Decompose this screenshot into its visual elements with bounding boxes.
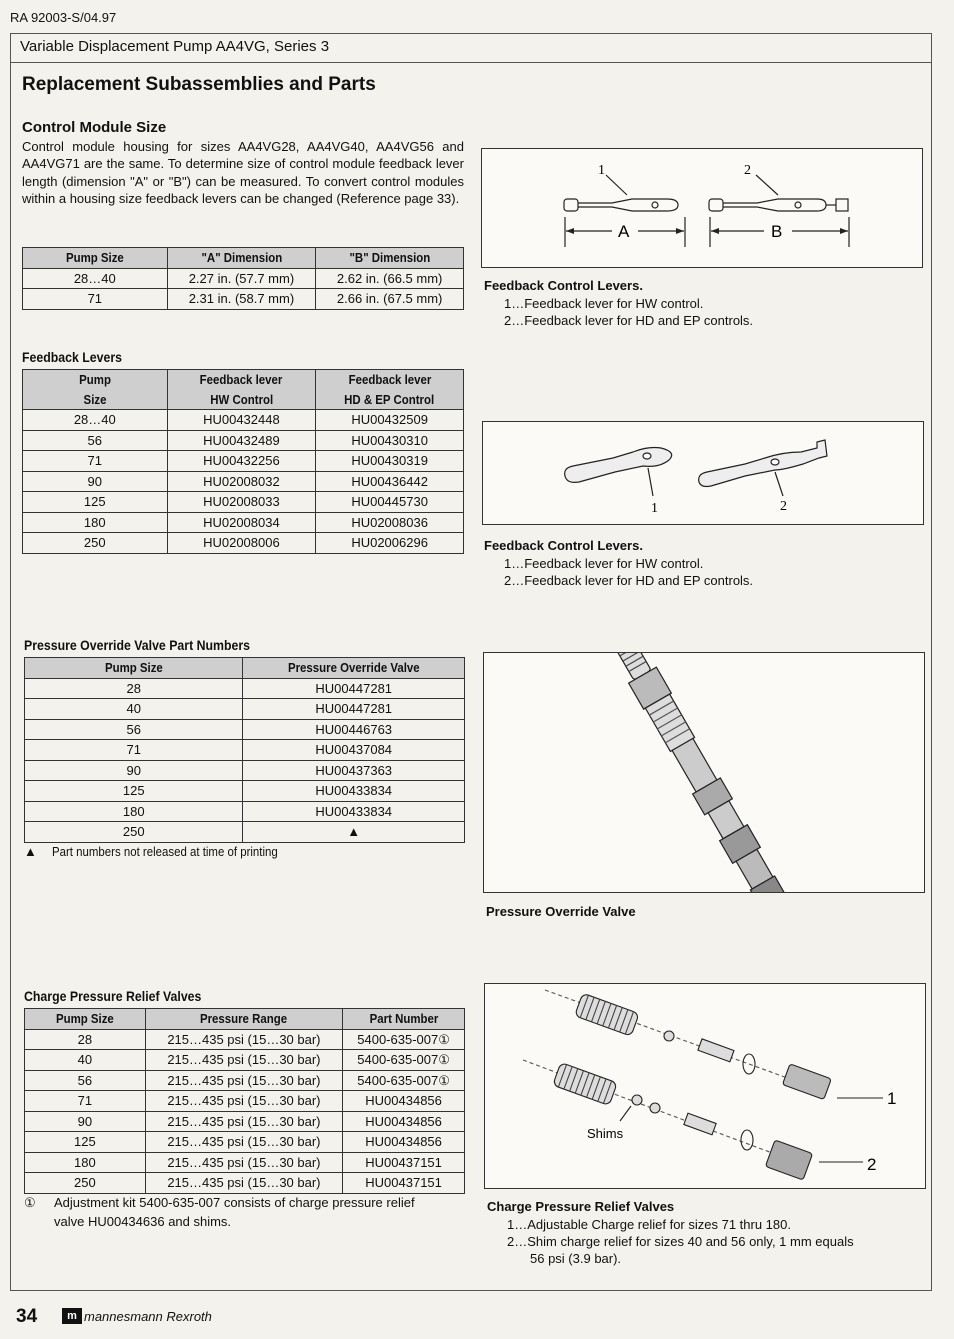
table-cell: HU00432448 <box>167 410 316 431</box>
charge-relief-valves-drawing <box>485 984 925 1188</box>
table-cell: 250 <box>25 822 243 843</box>
shims-label: Shims <box>587 1126 624 1141</box>
table-cell: HU00437151 <box>343 1152 465 1173</box>
table-cell: HU00432509 <box>316 410 464 431</box>
figure-caption: Feedback Control Levers. <box>484 538 643 553</box>
table-row <box>25 1173 465 1194</box>
table-cell: 40 <box>25 699 243 720</box>
pressure-override-valve-drawing <box>484 653 924 892</box>
figure-item-2-continued: 56 psi (3.9 bar). <box>530 1251 622 1266</box>
table-cell: 28 <box>25 678 243 699</box>
document-reference: RA 92003-S/04.97 <box>10 10 117 25</box>
table-row <box>23 430 464 451</box>
note-text: Part numbers not released at time of printing <box>52 844 278 859</box>
table-cell: 28…40 <box>23 410 168 431</box>
table-cell: HU02008006 <box>167 533 316 554</box>
figure-item-1: 1…Adjustable Charge relief for sizes 71 thru 180. <box>507 1217 791 1232</box>
table-cell: 71 <box>25 740 243 761</box>
control-module-text: Control module housing for sizes AA4VG28, AA4VG40, AA4VG56 and AA4VG71 are the same. To determine size of control module feedback lever length (dimension "A" or "B") can be measured. To convert control modules within a housing size feedback levers can be changed (Reference page 33). <box>22 139 464 207</box>
table-cell: HU00437363 <box>243 760 465 781</box>
pressure-override-note <box>24 842 309 861</box>
table-cell: HU00446763 <box>243 719 465 740</box>
page-number: 34 <box>16 1306 38 1327</box>
table-row <box>23 268 464 289</box>
callout-2: 2 <box>780 499 787 514</box>
table-cell: 2.31 in. (58.7 mm) <box>167 289 316 310</box>
table-cell: 2.66 in. (67.5 mm) <box>316 289 464 310</box>
charge-relief-note <box>24 1193 464 1231</box>
feedback-lever-drawing <box>483 422 923 524</box>
table-cell: 215…435 psi (15…30 bar) <box>145 1091 342 1112</box>
table-header: "B" Dimension <box>316 248 464 269</box>
table-row <box>23 512 464 533</box>
table-cell: 5400-635-007① <box>343 1029 465 1050</box>
table-cell: HU00433834 <box>243 801 465 822</box>
table-cell: 215…435 psi (15…30 bar) <box>145 1050 342 1071</box>
table-row <box>25 1091 465 1112</box>
table-row <box>25 1152 465 1173</box>
table-header: Pump Size <box>25 658 243 679</box>
table-cell: HU00432256 <box>167 451 316 472</box>
figure-item-1: 1…Feedback lever for HW control. <box>504 556 704 571</box>
table-cell: 215…435 psi (15…30 bar) <box>145 1111 342 1132</box>
table-cell: 180 <box>23 512 168 533</box>
table-row <box>23 289 464 310</box>
table-cell: 2.62 in. (66.5 mm) <box>316 268 464 289</box>
feedback-lever-dimension-figure <box>481 148 923 268</box>
table-cell: HU00436442 <box>316 471 464 492</box>
table-cell: 125 <box>25 1132 146 1153</box>
table-row <box>25 1050 465 1071</box>
table-cell: HU00445730 <box>316 492 464 513</box>
table-row <box>25 678 465 699</box>
table-row <box>25 1132 465 1153</box>
figure-item-2: 2…Shim charge relief for sizes 40 and 56 only, 1 mm equals <box>507 1234 854 1249</box>
table-header: HW Control <box>167 390 316 410</box>
table-header: Pressure Range <box>145 1009 342 1030</box>
table-header: Pump Size <box>25 1009 146 1030</box>
table-header: Size <box>23 390 168 410</box>
table-cell: HU02008034 <box>167 512 316 533</box>
note-symbol: ▲ <box>24 844 37 859</box>
feedback-levers-heading: Feedback Levers <box>22 349 122 365</box>
table-cell: HU00430319 <box>316 451 464 472</box>
figure-item-2: 2…Feedback lever for HD and EP controls. <box>504 573 754 588</box>
table-row <box>25 1029 465 1050</box>
table-cell: 5400-635-007① <box>343 1070 465 1091</box>
table-row <box>25 699 465 720</box>
table-cell: HU02006296 <box>316 533 464 554</box>
table-header: Pressure Override Valve <box>243 658 465 679</box>
table-cell: 56 <box>25 719 243 740</box>
dimension-a-label: A <box>618 222 630 241</box>
feedback-levers-table <box>22 369 464 554</box>
table-row <box>23 451 464 472</box>
table-cell: 125 <box>25 781 243 802</box>
table-cell: 5400-635-007① <box>343 1050 465 1071</box>
table-cell: HU00430310 <box>316 430 464 451</box>
table-header: "A" Dimension <box>167 248 316 269</box>
table-cell: HU00437151 <box>343 1173 465 1194</box>
table-cell: 40 <box>25 1050 146 1071</box>
table-cell: 180 <box>25 1152 146 1173</box>
figure-caption: Charge Pressure Relief Valves <box>487 1199 675 1214</box>
dimension-b-label: B <box>771 222 783 241</box>
table-cell: HU00433834 <box>243 781 465 802</box>
table-cell: 90 <box>25 1111 146 1132</box>
callout-1: 1 <box>598 163 605 178</box>
brand-name: mannesmann Rexroth <box>84 1308 212 1324</box>
table-cell: 56 <box>25 1070 146 1091</box>
table-header: Feedback lever <box>167 370 316 390</box>
figure-caption: Pressure Override Valve <box>486 904 636 919</box>
note-text: valve HU00434636 and shims. <box>54 1214 232 1229</box>
logo-mark: m <box>62 1308 82 1324</box>
figure-item-1: 1…Feedback lever for HW control. <box>504 296 704 311</box>
control-module-heading: Control Module Size <box>22 119 167 136</box>
table-header: Pump <box>23 370 168 390</box>
table-cell: 250 <box>23 533 168 554</box>
callout-2: 2 <box>744 163 751 178</box>
table-row <box>25 719 465 740</box>
table-cell: HU02008032 <box>167 471 316 492</box>
table-row <box>23 533 464 554</box>
table-header: Feedback lever <box>316 370 464 390</box>
table-cell: 56 <box>23 430 168 451</box>
table-cell: ▲ <box>243 822 465 843</box>
table-cell: HU00434856 <box>343 1132 465 1153</box>
table-cell: 215…435 psi (15…30 bar) <box>145 1029 342 1050</box>
figure-item-2: 2…Feedback lever for HD and EP controls. <box>504 313 754 328</box>
callout-1: 1 <box>887 1089 897 1108</box>
pressure-override-heading: Pressure Override Valve Part Numbers <box>24 637 250 653</box>
table-cell: 250 <box>25 1173 146 1194</box>
table-cell: HU00447281 <box>243 678 465 699</box>
note-text: Adjustment kit 5400-635-007 consists of charge pressure relief <box>54 1195 415 1210</box>
charge-relief-table <box>24 1008 465 1194</box>
table-row <box>23 410 464 431</box>
charge-relief-valves-figure <box>484 983 926 1189</box>
table-cell: 215…435 psi (15…30 bar) <box>145 1070 342 1091</box>
page-title: Replacement Subassemblies and Parts <box>22 74 376 95</box>
table-cell: HU02008036 <box>316 512 464 533</box>
header-bar <box>10 33 932 63</box>
table-row <box>23 492 464 513</box>
table-cell: 125 <box>23 492 168 513</box>
table-cell: 71 <box>23 289 168 310</box>
charge-relief-heading: Charge Pressure Relief Valves <box>24 988 202 1004</box>
table-cell: 215…435 psi (15…30 bar) <box>145 1132 342 1153</box>
table-row <box>25 801 465 822</box>
feedback-lever-dimension-drawing <box>482 149 922 267</box>
table-cell: 2.27 in. (57.7 mm) <box>167 268 316 289</box>
table-row <box>25 1070 465 1091</box>
header-title: Variable Displacement Pump AA4VG, Series 3 <box>20 38 330 55</box>
table-cell: 28 <box>25 1029 146 1050</box>
table-cell: 215…435 psi (15…30 bar) <box>145 1152 342 1173</box>
table-cell: HU00432489 <box>167 430 316 451</box>
table-cell: 71 <box>25 1091 146 1112</box>
table-cell: HU00434856 <box>343 1091 465 1112</box>
table-header: Pump Size <box>23 248 168 269</box>
brand-logo <box>62 1308 212 1324</box>
table-row <box>25 822 465 843</box>
table-header: HD & EP Control <box>316 390 464 410</box>
table-cell: 215…435 psi (15…30 bar) <box>145 1173 342 1194</box>
dimension-table <box>22 247 464 310</box>
table-cell: 71 <box>23 451 168 472</box>
table-row <box>25 1111 465 1132</box>
pressure-override-table <box>24 657 465 843</box>
table-cell: 90 <box>23 471 168 492</box>
table-row <box>25 740 465 761</box>
table-cell: 180 <box>25 801 243 822</box>
callout-1: 1 <box>651 501 658 516</box>
figure-caption: Feedback Control Levers. <box>484 278 643 293</box>
callout-2: 2 <box>867 1155 877 1174</box>
table-cell: HU02008033 <box>167 492 316 513</box>
table-row <box>23 471 464 492</box>
note-symbol: ① <box>24 1195 36 1210</box>
table-cell: 90 <box>25 760 243 781</box>
table-row <box>25 760 465 781</box>
table-cell: HU00437084 <box>243 740 465 761</box>
table-cell: HU00447281 <box>243 699 465 720</box>
feedback-lever-figure <box>482 421 924 525</box>
table-row <box>25 781 465 802</box>
table-cell: 28…40 <box>23 268 168 289</box>
table-header: Part Number <box>343 1009 465 1030</box>
table-cell: HU00434856 <box>343 1111 465 1132</box>
pressure-override-valve-figure <box>483 652 925 893</box>
